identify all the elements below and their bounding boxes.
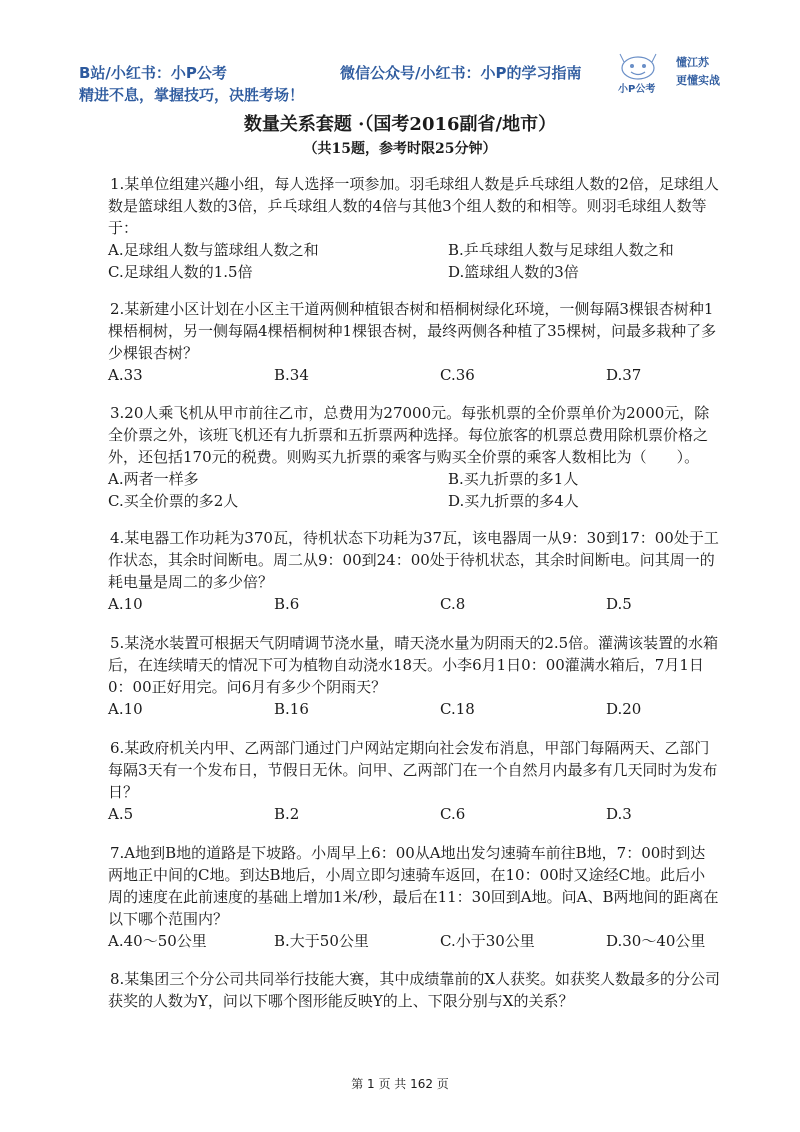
option-c: C.8 [440,595,466,613]
option-c: C.小于30公里 [440,932,535,950]
option-d: D.5 [606,595,632,613]
option-a: A.足球组人数与篮球组人数之和 [108,241,319,259]
question-7 [108,842,720,952]
option-b: B.大于50公里 [274,932,369,950]
question-stem: 4.某电器工作功耗为370瓦，待机状态下功耗为37瓦，该电器周一从9：30到17：00处于工作状态，其余时间断电。周二从9：00到24：00处于待机状态，其余时间断电。问其周一的耗电量是周二的多少倍？ [108,529,719,591]
option-b: B.6 [274,595,300,613]
header-left-line2: 精进不息，掌握技巧，决胜考场！ [79,86,305,104]
option-a: A.40～50公里 [108,932,207,950]
question-4 [108,527,720,615]
header-left-line1: B站/小红书：小P公考 [79,64,227,82]
option-a: A.33 [108,366,143,384]
logo-text-2: 更懂实战 [676,74,720,87]
option-a: A.10 [108,700,143,718]
question-stem: 1.某单位组建兴趣小组，每人选择一项参加。羽毛球组人数是乒乓球组人数的2倍，足球组人数是篮球组人数的3倍，乒乓球组人数的4倍与其他3个组人数的和相等。则羽毛球组人数等于： [108,175,719,237]
header-middle: 微信公众号/小红书：小P的学习指南 [340,64,582,82]
option-d: D.37 [606,366,642,384]
option-b: B.2 [274,805,300,823]
question-5 [108,632,720,720]
option-c: C.买全价票的多2人 [108,492,239,510]
question-6 [108,737,720,825]
option-a: A.10 [108,595,143,613]
option-b: B.买九折票的多1人 [448,470,579,488]
logo-text-1: 懂江苏 [676,56,709,69]
option-c: C.6 [440,805,466,823]
option-b: B.16 [274,700,309,718]
option-a: A.5 [108,805,134,823]
option-d: D.篮球组人数的3倍 [448,263,579,281]
question-stem: 5.某浇水装置可根据天气阴晴调节浇水量，晴天浇水量为阴雨天的2.5倍。灌满该装置的水箱后，在连续晴天的情况下可为植物自动浇水18天。小李6月1日0：00灌满水箱后，7月1日0：00正好用完。问6月有多少个阴雨天？ [108,634,719,696]
page-title: 数量关系套题 ·（国考2016副省/地市） [243,114,557,135]
option-d: D.20 [606,700,642,718]
option-a: A.两者一样多 [108,470,199,488]
question-stem: 8.某集团三个分公司共同举行技能大赛，其中成绩靠前的X人获奖。如获奖人数最多的分公司获奖的人数为Y，问以下哪个图形能反映Y的上、下限分别与X的关系？ [108,970,720,1010]
option-b: B.乒乓球组人数与足球组人数之和 [448,241,674,259]
logo-text-3: 小P公考 [618,84,656,95]
option-d: D.30～40公里 [606,932,706,950]
question-stem: 7.A地到B地的道路是下坡路。小周早上6：00从A地出发匀速骑车前往B地，7：00时到达两地正中间的C地。到达B地后，小周立即匀速骑车返回，在10：00时又途经C地。此后小周的速度在此前速度的基础上增加1米/秒，最后在11：30回到A地。问A、B两地间的距离在以下哪个范围内？ [108,844,719,928]
option-b: B.34 [274,366,309,384]
option-c: C.36 [440,366,475,384]
option-d: D.买九折票的多4人 [448,492,579,510]
question-8 [108,968,720,1012]
option-c: C.18 [440,700,475,718]
question-stem: 3.20人乘飞机从甲市前往乙市，总费用为27000元。每张机票的全价票单价为2000元，除全价票之外，该班飞机还有九折票和五折票两种选择。每位旅客的机票总费用除机票价格之外，还包括170元的税费。则购买九折票的乘客与购买全价票的乘客人数相比为（ ）。 [108,404,710,466]
question-stem: 2.某新建小区计划在小区主干道两侧种植银杏树和梧桐树绿化环境，一侧每隔3棵银杏树种1棵梧桐树，另一侧每隔4棵梧桐树种1棵银杏树，最终两侧各种植了35棵树，问最多栽种了多少棵银杏树？ [108,300,717,362]
page-footer: 第 1 页 共 162 页 [351,1077,449,1091]
option-c: C.足球组人数的1.5倍 [108,263,253,281]
question-1 [108,173,720,283]
question-3 [108,402,720,512]
option-d: D.3 [606,805,632,823]
question-stem: 6.某政府机关内甲、乙两部门通过门户网站定期向社会发布消息，甲部门每隔两天、乙部门每隔3天有一个发布日，节假日无休。问甲、乙两部门在一个自然月内最多有几天同时为发布日？ [108,739,718,801]
question-2 [108,298,720,386]
page-subtitle: （共15题，参考时限25分钟） [303,141,497,157]
